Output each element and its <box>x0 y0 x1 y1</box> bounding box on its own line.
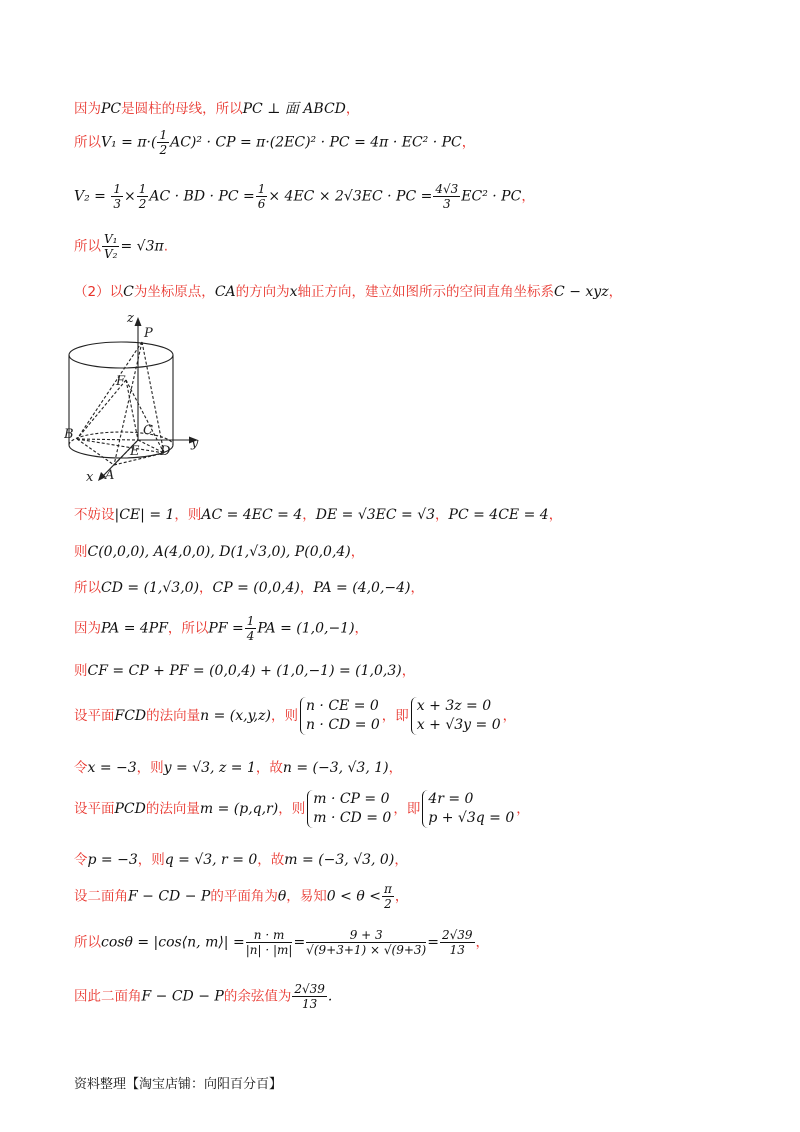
fraction: $\frac{n \cdot m}{|n| \cdot |m|}$ <box>245 928 293 957</box>
edge-FD <box>126 380 164 453</box>
fraction: $\frac{9 + 3}{√(9+3+1) \times √(9+3)}$ <box>306 928 427 957</box>
solution-line-17: 因此二面角F − CD − P的余弦值为 $\frac{2√39}{13}$ . <box>74 982 333 1011</box>
equation-system: m · CP = 0 m · CD = 0 <box>307 790 391 828</box>
z-axis-arrow <box>135 317 142 326</box>
label-z: z <box>127 311 134 326</box>
edge-BA <box>77 439 114 465</box>
fraction: $\frac{1}{4}$ <box>246 614 255 643</box>
label-F: F <box>116 374 126 389</box>
fraction: $\frac{1}{3}$ <box>113 182 121 211</box>
solution-line-5: （2）以C为坐标原点，CA的方向为x轴正方向，建立如图所示的空间直角坐标系C − xyz， <box>74 284 623 300</box>
fraction: $\frac{2√39}{13}$ <box>441 928 473 957</box>
fraction: $\frac{2√39}{13}$ <box>294 982 325 1011</box>
edge-BC <box>77 439 138 440</box>
fraction: $\frac{1}{6}$ <box>257 182 266 211</box>
label-y: y <box>191 436 199 451</box>
solution-line-16: 所以cosθ = |cos⟨n, m⟩| = $\frac{n \cdot m}{|n| \cdot |m|}$ = $\frac{9 + 3}{√(9+3+1) \times √(9+3)}$ = $\frac{2√39}{13}$ ， <box>74 928 490 957</box>
solution-line-4: 所以 $\frac{\text{V₁}}{\text{V₂}}$ = √3π. <box>74 232 168 261</box>
label-P: P <box>144 326 153 341</box>
solution-line-10: 则CF = CP + PF = (0,0,4) + (1,0,−1) = (1,0,3)， <box>74 663 416 679</box>
fraction: $\frac{\pi}{2}$ <box>383 882 392 911</box>
edge-BD <box>77 439 164 453</box>
solution-line-9: 因为PA = 4PF，所以PF = $\frac{1}{4}$ PA = (1,0,−1)， <box>74 614 369 643</box>
cylinder-bottom-back <box>69 432 173 445</box>
equation-system: n · CE = 0 n · CD = 0 <box>300 697 380 735</box>
label-x: x <box>86 470 94 485</box>
solution-line-13: 设平面PCD的法向量m = (p,q,r)，则 m · CP = 0 m · CD = 0 ，即 4r = 0 p + √3q = 0 ， <box>74 791 530 826</box>
page-footer: 资料整理【淘宝店铺：向阳百分百】 <box>74 1077 283 1092</box>
fraction: $\frac{1}{2}$ <box>138 182 147 211</box>
solution-line-7: 则C(0,0,0), A(4,0,0), D(1,√3,0), P(0,0,4)， <box>74 544 365 560</box>
fraction: $\frac{4√3}{3}$ <box>435 182 459 211</box>
solution-line-11: 设平面FCD的法向量n = (x,y,z)，则 n · CE = 0 n · CD = 0 ，即 x + 3z = 0 x + √3y = 0 ， <box>74 698 517 733</box>
solution-line-8: 所以CD = (1,√3,0)，CP = (0,0,4)，PA = (4,0,−4)， <box>74 580 425 596</box>
solution-line-15: 设二面角F − CD − P的平面角为θ，易知0 < θ < $\frac{\pi}{2}$ ， <box>74 882 409 911</box>
equation-system: 4r = 0 p + √3q = 0 <box>422 790 514 828</box>
equation-system: x + 3z = 0 x + √3y = 0 <box>411 697 501 735</box>
edge-FC <box>126 380 138 440</box>
edge-PB <box>77 342 142 439</box>
cylinder-top-ellipse <box>69 342 173 368</box>
solution-line-12: 令x = −3，则y = √3, z = 1，故n = (−3, √3, 1)， <box>74 760 403 776</box>
label-D: D <box>160 444 171 459</box>
label-A: A <box>105 468 115 483</box>
solution-line-3: V₂ = $\frac{1}{3}$ × $\frac{1}{2}$ AC · BD · PC = $\frac{1}{6}$ × 4EC × 2√3EC · PC = $\frac{4√3}{3}$ EC² · PC， <box>74 182 535 211</box>
solution-line-1: 因为PC是圆柱的母线，所以PC ⊥ 面 ABCD， <box>74 101 360 117</box>
cylinder-figure <box>64 305 214 490</box>
solution-line-14: 令p = −3，则q = √3, r = 0，故m = (−3, √3, 0)， <box>74 852 408 868</box>
solution-line-6: 不妨设|CE| = 1，则AC = 4EC = 4，DE = √3EC = √3，PC = 4CE = 4， <box>74 507 563 523</box>
fraction: $\frac{1}{2}$ <box>159 128 168 157</box>
label-C: C <box>143 423 153 438</box>
label-B: B <box>64 427 74 442</box>
label-E: E <box>130 444 140 459</box>
fraction: $\frac{\text{V₁}}{\text{V₂}}$ <box>104 232 118 261</box>
solution-line-2: 所以V₁ = π·( $\frac{1}{2}$ AC)² · CP = π·(2EC)² · PC = 4π · EC² · PC， <box>74 128 476 157</box>
